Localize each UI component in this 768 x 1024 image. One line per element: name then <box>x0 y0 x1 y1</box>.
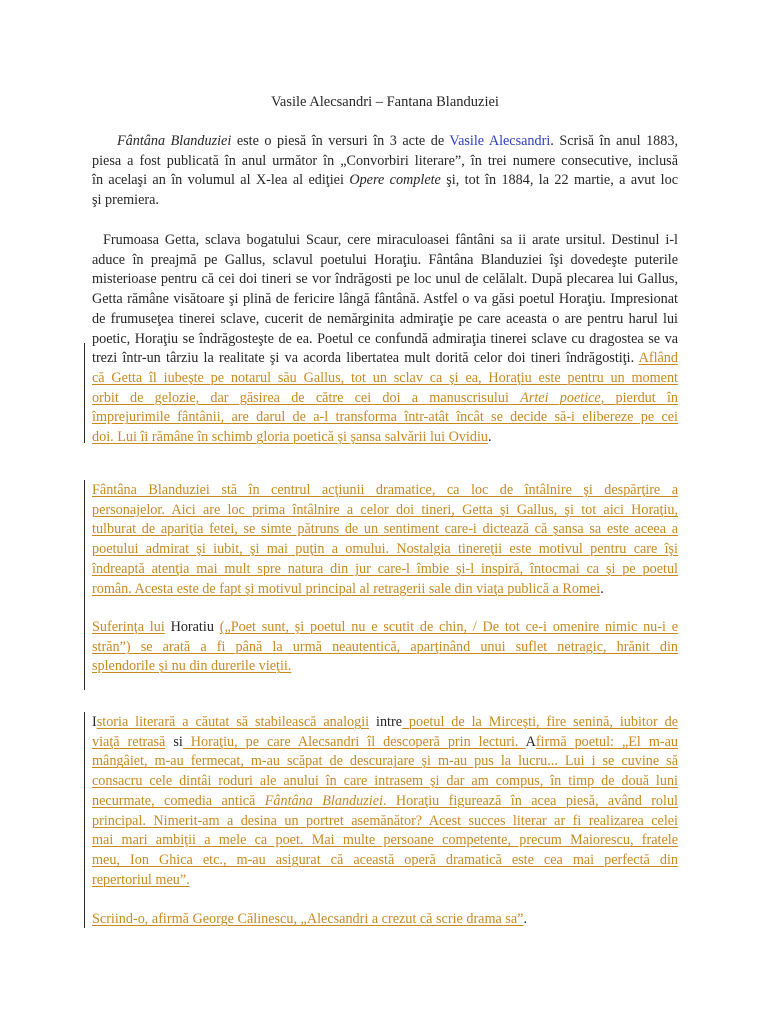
text-line <box>92 389 678 409</box>
text-line <box>92 428 678 448</box>
text-run: Frumoasa Getta, sclava bogatului Scaur, cere miraculoasei fântâni sa ii arate ursitul. Destinul i-l <box>103 232 678 248</box>
tracked-insertion: („Poet sunt, şi poetul nu e scutit de chin, / De tot ce-i omenire nimic nu-i e <box>219 619 679 635</box>
text-line <box>92 580 678 600</box>
tracked-insertion: repertoriul meu”. <box>92 871 190 888</box>
tracked-insertion: Horaţiu, pe care Alecsandri îl descoperă prin lecturi. <box>182 733 526 750</box>
paragraph-plot <box>92 231 678 448</box>
tracked-insertion-italic: Artei poetice <box>520 389 601 406</box>
text-line <box>92 132 678 152</box>
tracked-insertion: poetul de la Mirceşti, fire senină, iubitor de <box>402 714 678 730</box>
text-line <box>92 408 678 428</box>
text-run: Getta rămâne visătoare şi plină de fericire lângă fântână. Astfel o va găsi poetul Horaţiu. Impresionat <box>92 291 678 308</box>
text-line <box>92 638 678 658</box>
tracked-insertion: îndreaptă atenţia mai mult spre natura din jur care-l îmbie şi-l inspiră, întocmai ca şi pe poetul <box>92 560 678 577</box>
text-run: . <box>600 580 604 597</box>
tracked-insertion: român. Acesta este de fapt şi motivul principal al retragerii sale din viaţa publică a Romei <box>92 580 601 597</box>
document-title: Vasile Alecsandri – Fantana Blanduziei <box>271 94 499 110</box>
text-line <box>92 752 678 772</box>
paragraph-calinescu-quote <box>92 910 678 930</box>
text-run: este o piesă în versuri în 3 acte de <box>231 133 450 149</box>
text-line <box>92 152 678 172</box>
change-bar <box>84 480 85 690</box>
text-run: . <box>487 429 492 446</box>
text-line <box>92 871 678 891</box>
text-line <box>92 231 678 251</box>
tracked-insertion: Scriind-o, afirmă George Călinescu, „Alecsandri a crezut că scrie drama sa” <box>92 911 524 927</box>
paragraph-intro <box>92 132 678 211</box>
text-run: aduce în preajmă pe Gallus, sclavul poetului Horaţiu. Fântâna Blanduziei îşi dovedeşte puterile <box>92 251 678 268</box>
tracked-insertion: tulburat de apariţia fetei, se simte pătruns de un sentiment care-i dictează că şansa sa este aceea a <box>92 521 678 538</box>
tracked-insertion: Suferinţa lui <box>92 619 165 635</box>
text-line <box>92 171 678 191</box>
tracked-insertion: orbit de gelozie, dar găsirea de către cei doi a manuscrisului <box>92 389 521 406</box>
tracked-insertion: principal. Nimerit-am a desina un portret asemănător? Acest succes literar ar fi realizarea celei <box>92 812 678 829</box>
tracked-insertion: , pierdut în <box>600 389 678 406</box>
text-line <box>92 481 678 501</box>
tracked-insertion: Aflând <box>638 350 678 367</box>
tracked-insertion-italic: Fântâna Blanduziei <box>264 792 383 809</box>
tracked-insertion: firmă poetul: „El m-au <box>535 733 679 750</box>
tracked-insertion: străn”) se arată a fi până la urmă neautentică, aparţinând unui suflet netragic, hrănit din <box>92 638 678 655</box>
text-line <box>92 812 678 832</box>
text-run: . <box>523 911 528 927</box>
tracked-insertion: splendorile şi nu din durerile vieţii. <box>92 658 292 675</box>
text-run: trezi într-un târziu la realitate şi va acorda libertatea mult dorită celor doi tineri îndrăgostiţi. <box>92 350 639 367</box>
text-line <box>92 772 678 792</box>
text-line <box>92 501 678 521</box>
text-line <box>92 310 678 330</box>
text-run: poetic, Horaţiu se îndrăgosteşte de ea. Poetul ce confundă admiraţia tinerei sclave cu dragostea se va <box>92 330 678 347</box>
text-line <box>92 792 678 812</box>
italic-text-run: Fântâna Blanduziei <box>117 133 232 149</box>
text-line <box>92 369 678 389</box>
text-line <box>92 349 678 369</box>
change-bar <box>84 712 85 928</box>
tracked-insertion: împrejurimile fântânii, are darul de a-l transforma într-atât încât se decide să-i elibereze pe cei <box>92 409 678 426</box>
text-line <box>92 713 678 733</box>
text-run: şi, tot în 1884, la 22 martie, a avut loc <box>440 172 678 189</box>
tracked-insertion: că Getta îl iubeşte pe notarul său Gallus, tot un sclav ca şi ea, Horaţiu este pentru un moment <box>92 369 678 386</box>
text-line <box>92 851 678 871</box>
text-line <box>92 831 678 851</box>
text-line <box>92 657 678 677</box>
text-line <box>92 191 678 211</box>
tracked-insertion: necurmate, comedia antică <box>92 792 265 809</box>
text-line <box>92 270 678 290</box>
italic-text-run: Opere complete <box>349 172 441 189</box>
text-line <box>92 618 678 638</box>
paragraph-literary-history <box>92 713 678 890</box>
tracked-insertion: doi. Lui îi rămâne în schimb gloria poetică şi şansa salvării lui Ovidiu <box>92 429 488 446</box>
paragraph-setting <box>92 481 678 599</box>
text-line <box>92 251 678 271</box>
text-line <box>92 910 678 930</box>
text-line <box>92 540 678 560</box>
text-run: A <box>525 733 536 750</box>
text-line <box>92 560 678 580</box>
tracked-insertion: viaţă retrasă <box>92 733 166 750</box>
tracked-insertion: consacru cele dintâi roduri ale anului în care intrasem şi dar am compus, în timp de două luni <box>92 773 678 790</box>
text-run: misterioase pentru că cei doi tineri se vor îndrăgosti pe loc unul de celălalt. După plecarea lui Gallus, <box>92 271 678 288</box>
text-run: Horatiu <box>164 619 220 635</box>
author-link[interactable]: Vasile Alecsandri <box>449 133 551 149</box>
tracked-insertion: mai mari ambiţii a mele ca poet. Mai multe persoane competente, precum Maiorescu, fratele <box>92 832 678 849</box>
tracked-insertion: storia literară a căutat să stabilească analogii <box>96 714 370 730</box>
text-run: si <box>165 733 183 750</box>
text-line <box>92 733 678 753</box>
text-run: de frumuseţea tinerei sclave, cucerit de nemărginita admiraţie pe care aceasta o are pentru harul lui <box>92 310 678 327</box>
text-run: piesa a fost publicată în anul următor în „Convorbiri literare”, în trei numere consecutive, inclusă <box>92 152 678 169</box>
paragraph-suffering <box>92 618 678 677</box>
tracked-insertion: . Horaţiu figurează în acea piesă, având rolul <box>382 792 678 809</box>
text-run: intre <box>369 714 402 730</box>
tracked-insertion: personajelor. Aici are loc prima întâlnire a celor doi tineri, Getta şi Gallus, şi tot aici Horaţiu, <box>92 501 678 518</box>
text-line <box>92 330 678 350</box>
tracked-insertion: meu, Ion Ghica etc., m-au asigurat că această operă dramatică este cea mai perfectă din <box>92 851 678 868</box>
text-run: în acelaşi an în volumul al X-lea al ediţiei <box>92 172 350 189</box>
text-line <box>92 520 678 540</box>
text-run: şi premiera. <box>92 192 159 209</box>
tracked-insertion: mângâiet, m-au fermecat, m-au scăpat de descurajare şi m-au pus la lucru... Lui i se cuvine să <box>92 753 678 770</box>
change-bar <box>84 343 85 443</box>
text-run: . Scrisă în anul 1883, <box>550 133 678 149</box>
text-line <box>92 290 678 310</box>
text-run: I <box>92 714 97 730</box>
tracked-insertion: Fântâna Blanduziei stă în centrul acţiunii dramatice, ca loc de întâlnire şi despărţire a <box>92 482 678 498</box>
tracked-insertion: poetului admirat şi iubit, şi mai puţin a omului. Nostalgia tinereţii este motivul pentru care îşi <box>92 541 678 558</box>
